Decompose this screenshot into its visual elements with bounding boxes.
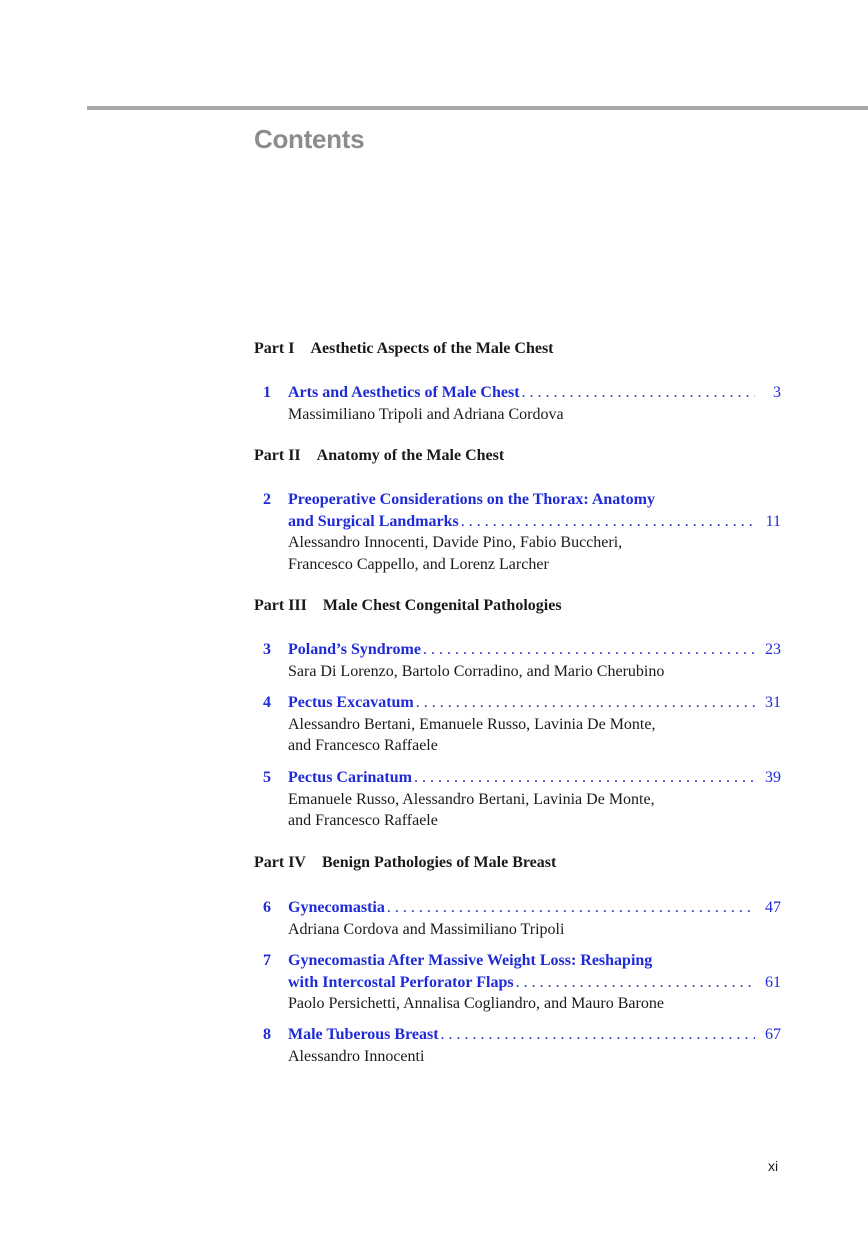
- leader-dots: [423, 639, 755, 661]
- page-title: Contents: [254, 124, 365, 154]
- chapter-number: 6: [263, 899, 271, 916]
- page-number[interactable]: 31: [765, 694, 781, 711]
- leader-dots: [416, 692, 755, 714]
- page-number[interactable]: 23: [765, 641, 781, 658]
- part-title: Male Chest Congenital Pathologies: [322, 597, 562, 614]
- chapter-authors: Francesco Cappello, and Lorenz Larcher: [288, 555, 549, 573]
- chapter-number: 5: [263, 769, 271, 786]
- page-number[interactable]: 39: [765, 769, 781, 786]
- chapter-title-link[interactable]: Arts and Aesthetics of Male Chest: [288, 384, 520, 401]
- chapter-authors: and Francesco Raffaele: [288, 737, 438, 754]
- chapter-title-link[interactable]: with Intercostal Perforator Flaps: [288, 973, 514, 991]
- chapter-authors: Alessandro Innocenti: [288, 1047, 425, 1065]
- chapter-authors: and Francesco Raffaele: [288, 812, 438, 829]
- toc-entry[interactable]: [254, 382, 781, 425]
- page-number[interactable]: 3: [773, 384, 781, 401]
- part-label: Part IV: [254, 854, 306, 871]
- part-heading: [254, 597, 562, 615]
- part-heading: [254, 340, 554, 358]
- chapter-title-link[interactable]: Poland’s Syndrome: [288, 641, 421, 658]
- part-heading: [254, 447, 504, 465]
- chapter-number: 7: [263, 952, 271, 969]
- chapter-title-link[interactable]: Pectus Excavatum: [288, 694, 414, 711]
- chapter-authors: Alessandro Innocenti, Davide Pino, Fabio Buccheri,: [288, 534, 623, 551]
- toc-entry[interactable]: [254, 639, 781, 682]
- toc-entry[interactable]: [254, 897, 781, 940]
- leader-dots: [522, 382, 755, 404]
- chapter-authors: Adriana Cordova and Massimiliano Tripoli: [288, 920, 565, 938]
- part-title: Benign Pathologies of Male Breast: [321, 854, 557, 871]
- leader-dots: [516, 972, 755, 994]
- part-label: Part III: [254, 597, 307, 614]
- page-folio: xi: [768, 1158, 779, 1174]
- chapter-title-link[interactable]: Male Tuberous Breast: [288, 1026, 439, 1043]
- page-number[interactable]: 47: [765, 899, 781, 916]
- leader-dots: [387, 897, 755, 919]
- chapter-title-link[interactable]: Preoperative Considerations on the Thorax: Anatomy: [288, 491, 655, 508]
- chapter-number: 8: [263, 1026, 271, 1043]
- leader-dots: [414, 767, 755, 789]
- chapter-authors: Massimiliano Tripoli and Adriana Cordova: [288, 405, 564, 423]
- part-title: Anatomy of the Male Chest: [316, 447, 505, 464]
- page-number[interactable]: 61: [765, 973, 781, 991]
- chapter-authors: Emanuele Russo, Alessandro Bertani, Lavinia De Monte,: [288, 790, 655, 808]
- part-label: Part II: [254, 447, 301, 464]
- leader-dots: [461, 511, 755, 533]
- part-title: Aesthetic Aspects of the Male Chest: [310, 340, 554, 357]
- chapter-authors: Sara Di Lorenzo, Bartolo Corradino, and Mario Cherubino: [288, 662, 665, 680]
- part-heading: [254, 854, 556, 872]
- toc-entry[interactable]: [254, 767, 781, 832]
- chapter-number: 4: [263, 694, 271, 711]
- toc-entry[interactable]: [254, 950, 781, 1015]
- page-number[interactable]: 67: [765, 1026, 781, 1043]
- chapter-number: 2: [263, 491, 271, 508]
- chapter-title-link[interactable]: Pectus Carinatum: [288, 769, 412, 786]
- page-number[interactable]: 11: [765, 512, 781, 530]
- leader-dots: [441, 1024, 755, 1046]
- toc-entry[interactable]: [254, 489, 781, 575]
- chapter-authors: Alessandro Bertani, Emanuele Russo, Lavinia De Monte,: [288, 715, 656, 733]
- chapter-title-link[interactable]: Gynecomastia: [288, 899, 385, 916]
- toc-entry[interactable]: [254, 692, 781, 757]
- toc-entry[interactable]: [254, 1024, 781, 1067]
- chapter-authors: Paolo Persichetti, Annalisa Cogliandro, and Mauro Barone: [288, 995, 664, 1012]
- chapter-number: 3: [263, 641, 271, 658]
- chapter-title-link[interactable]: and Surgical Landmarks: [288, 512, 459, 530]
- chapter-number: 1: [263, 384, 271, 401]
- chapter-title-link[interactable]: Gynecomastia After Massive Weight Loss: Reshaping: [288, 952, 653, 969]
- part-label: Part I: [254, 340, 295, 357]
